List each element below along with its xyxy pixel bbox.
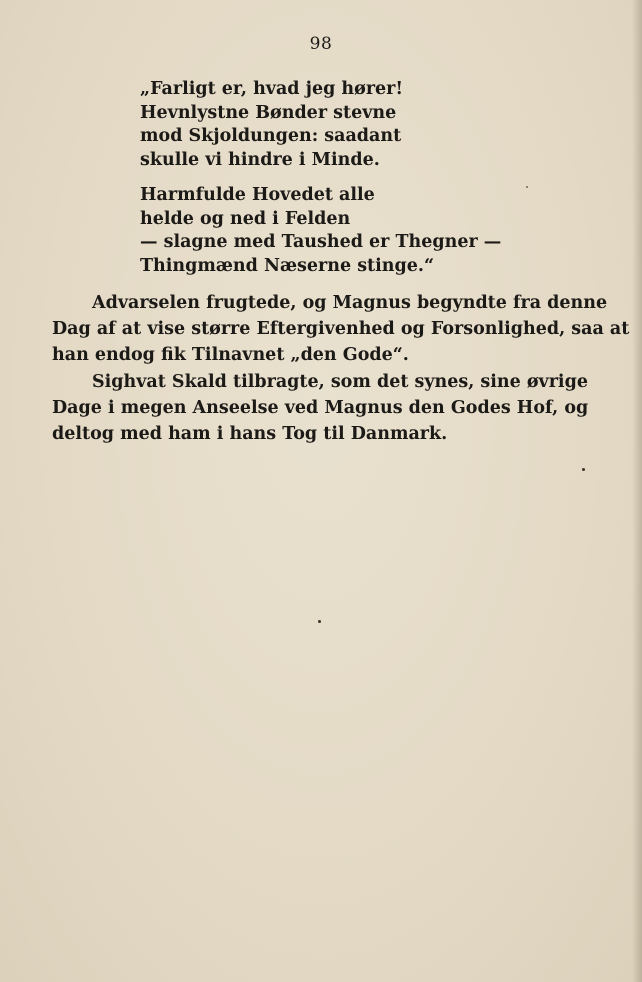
paragraph-line: Dag af at vise større Eftergivenhed og Forsonlighed, saa at (52, 319, 630, 339)
verse-line: — slagne med Taushed er Thegner — (140, 232, 502, 252)
verse-line: skulle vi hindre i Minde. (140, 149, 380, 170)
ink-speck (318, 620, 321, 623)
paragraph-line: Dage i megen Anseelse ved Magnus den Godes Hof, og (52, 398, 589, 418)
paragraph-2 (52, 369, 589, 447)
verse-line: helde og ned i Felden (140, 208, 351, 229)
page-edge-shadow (632, 0, 642, 982)
page-number: 98 (309, 34, 333, 54)
paragraph-line: Advarselen frugtede, og Magnus begyndte fra denne (92, 293, 608, 313)
verse-line: Harmfulde Hovedet alle (140, 185, 375, 205)
verse-line: „Farligt er, hvad jeg hører! (140, 79, 404, 99)
verse-stanza-2 (140, 184, 501, 278)
verse-stanza-1 (140, 78, 403, 172)
paragraph-line: Sighvat Skald tilbragte, som det synes, sine øvrige (92, 372, 588, 392)
verse-line: Thingmænd Næserne stinge.“ (140, 255, 435, 276)
ink-speck (526, 186, 528, 188)
paragraph-1 (52, 290, 630, 368)
verse-line: mod Skjoldungen: saadant (140, 126, 402, 146)
verse-line: Hevnlystne Bønder stevne (140, 102, 397, 123)
paragraph-line: han endog fik Tilnavnet „den Gode“. (52, 345, 409, 365)
ink-speck (582, 468, 585, 471)
paragraph-line: deltog med ham i hans Tog til Danmark. (52, 424, 448, 444)
